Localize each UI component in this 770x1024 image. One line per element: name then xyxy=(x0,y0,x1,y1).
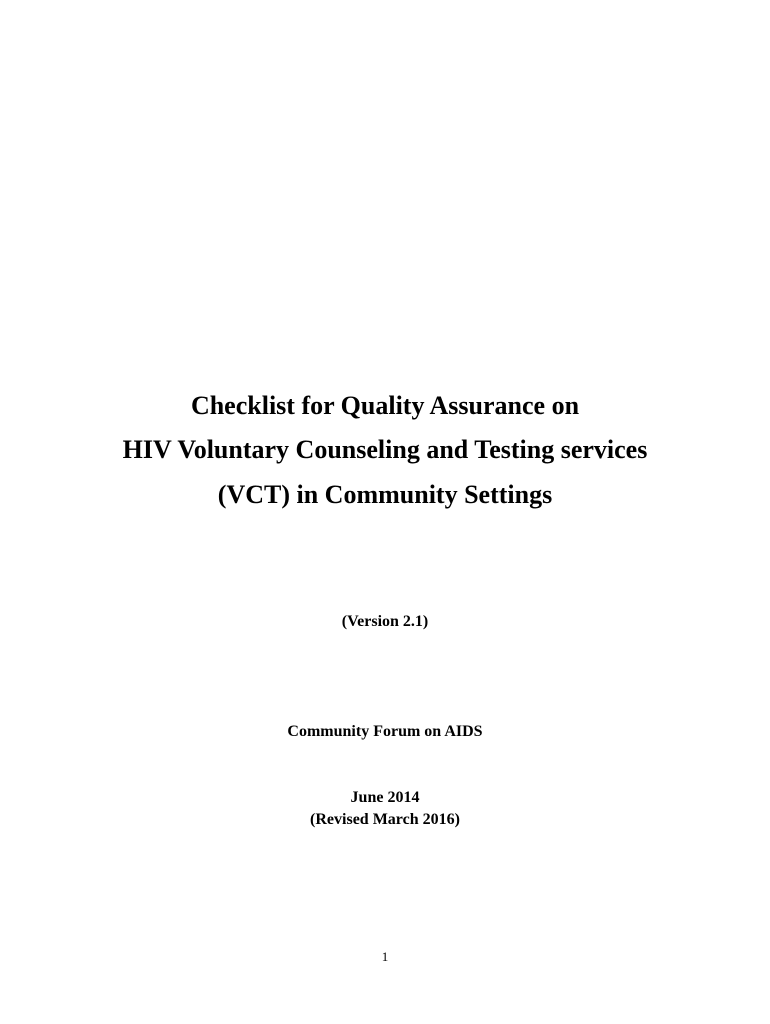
document-title-line-3: (VCT) in Community Settings xyxy=(217,480,553,509)
page-number: 1 xyxy=(381,949,389,964)
document-title-line-1: Checklist for Quality Assurance on xyxy=(190,391,580,420)
revision-date: (Revised March 2016) xyxy=(310,811,460,828)
version-label: (Version 2.1) xyxy=(341,613,429,630)
document-title-line-2: HIV Voluntary Counseling and Testing services xyxy=(122,435,648,464)
organization-name: Community Forum on AIDS xyxy=(287,723,483,740)
publication-date: June 2014 xyxy=(350,789,420,806)
